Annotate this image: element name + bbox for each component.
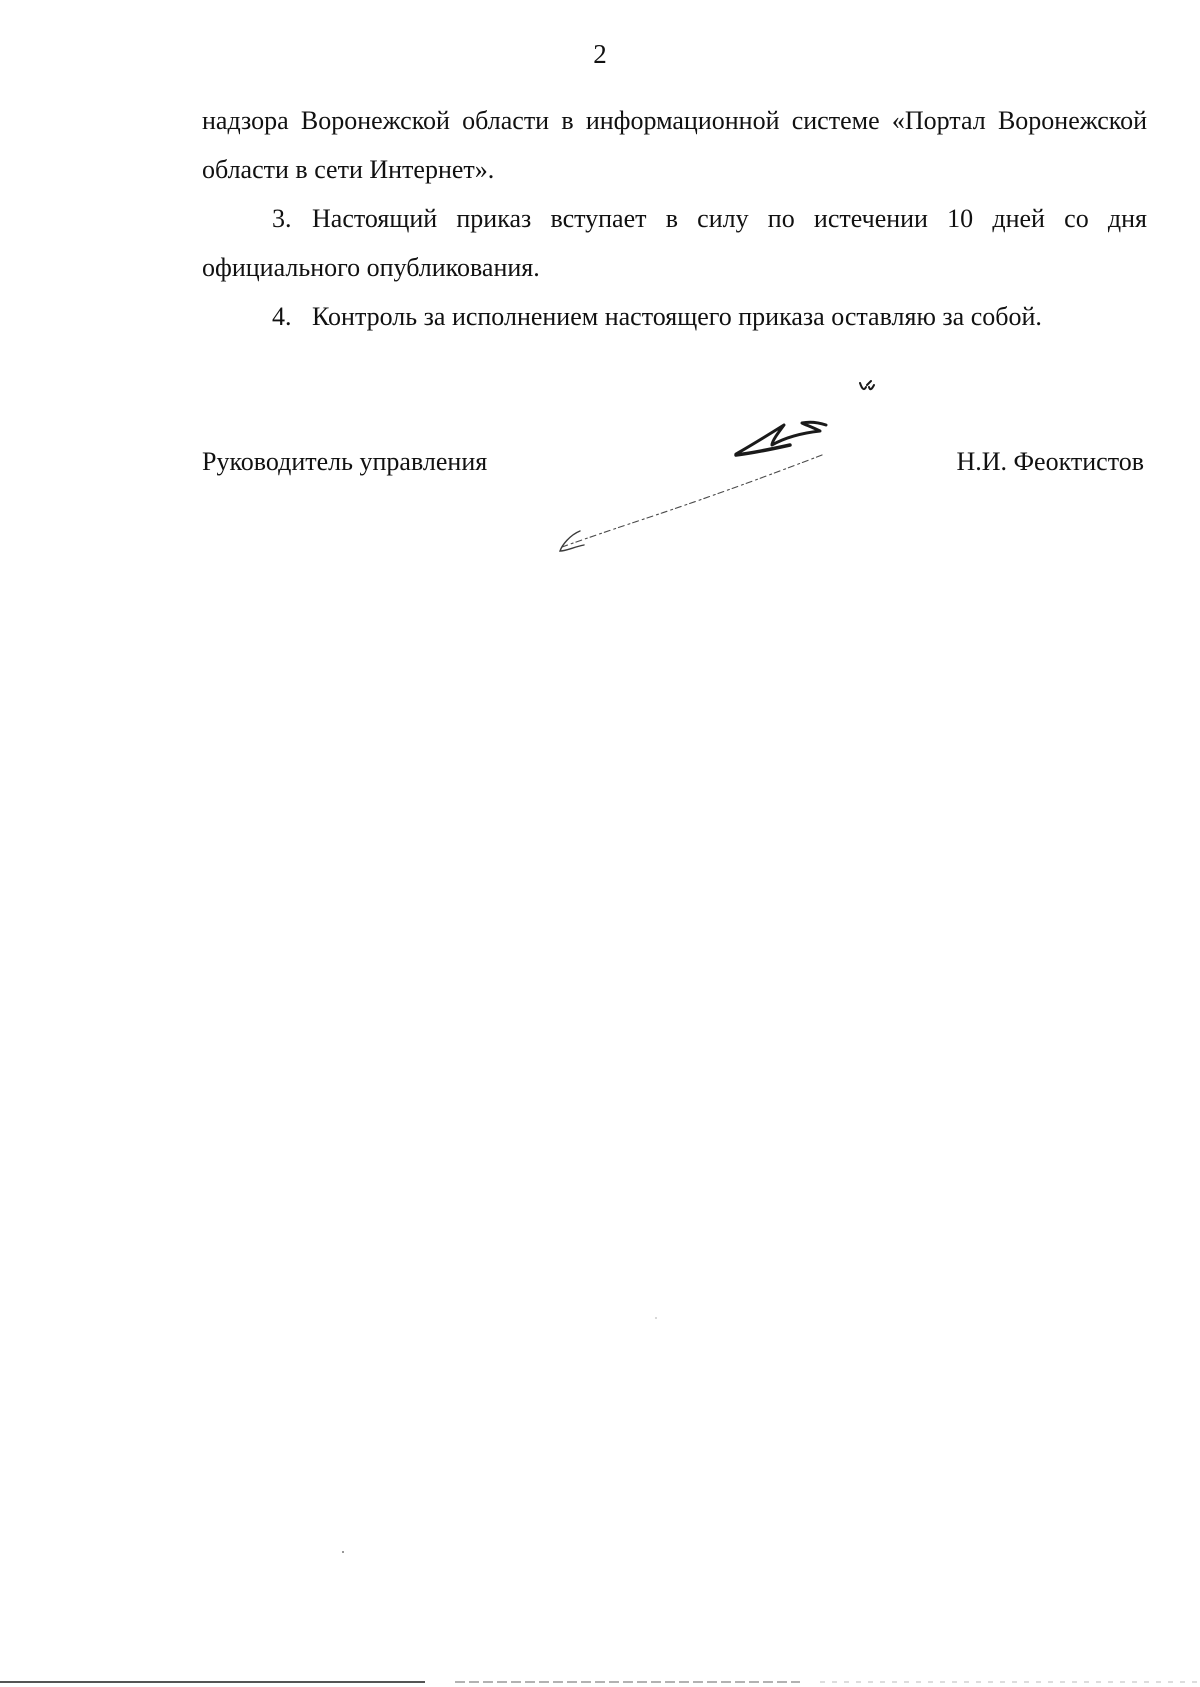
handwritten-signature [540,375,880,575]
paragraph-text: надзора Воронежской области в информационной системе «Портал Воронежской области в сети Интернет». [202,106,1147,184]
paragraph-number: 3. [272,204,292,233]
document-body [202,96,1147,341]
paragraph-number: 4. [272,302,292,331]
paragraph-text: Настоящий приказ вступает в силу по истечении 10 дней со дня официального опубликования. [202,204,1147,282]
page-number: 2 [593,39,607,69]
bottom-scan-edge [0,1681,1200,1683]
scan-speck [342,1551,344,1553]
paragraph-4 [202,292,1147,341]
signer-title: Руководитель управления [202,447,488,476]
signer-name: Н.И. Феоктистов [956,447,1144,476]
paragraph-3 [202,194,1147,292]
paragraph-continuation [202,96,1147,194]
scan-speck [655,1317,657,1319]
paragraph-text: Контроль за исполнением настоящего приказа оставляю за собой. [312,302,1042,331]
